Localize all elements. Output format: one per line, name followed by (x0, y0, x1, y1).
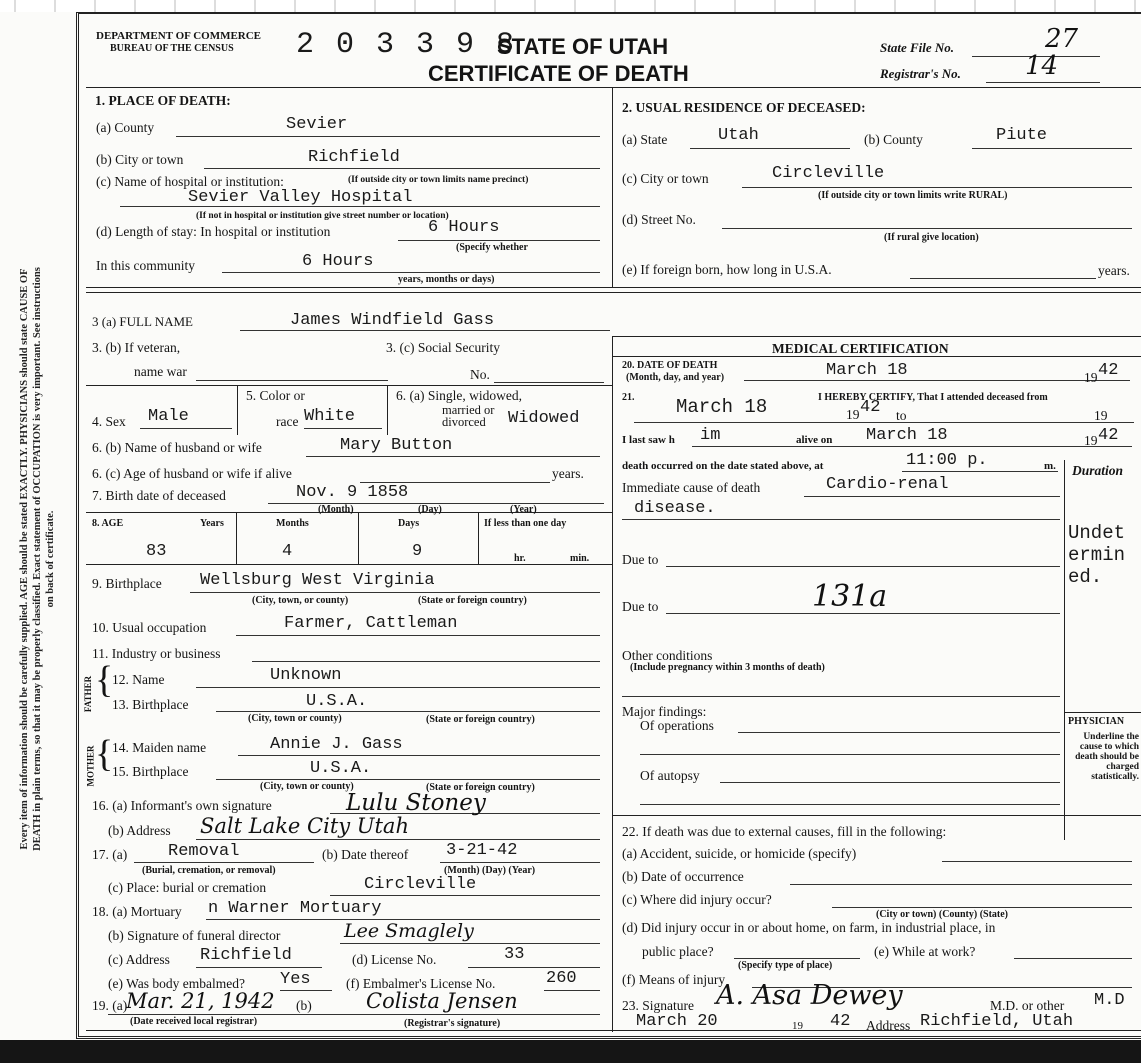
autopsy-line (720, 782, 1060, 783)
rule-header (86, 87, 1141, 88)
dod-label-1: 20. DATE OF DEATH (622, 360, 718, 371)
mother-bp-line (216, 779, 600, 780)
occurred-label: death occurred on the date stated above, at (622, 460, 824, 472)
father-bp-line (216, 711, 600, 712)
alive-on-label: alive on (796, 434, 833, 446)
res-county-label: (b) County (864, 132, 923, 147)
autopsy-line-2 (640, 804, 1060, 805)
race-line (304, 428, 382, 429)
dept-line-2: BUREAU OF THE CENSUS (110, 43, 234, 54)
external-c-line (832, 907, 1132, 908)
last-saw-label: I last saw h (622, 434, 675, 446)
hospital-name: Sevier Valley Hospital (188, 188, 413, 207)
burial-place: Circleville (364, 875, 477, 894)
embalmed-line (280, 990, 332, 991)
cert-21-label: 21. (622, 392, 635, 403)
age-months: 4 (282, 542, 293, 561)
age-months-col: Months (276, 518, 309, 529)
rule-race-marital (387, 385, 388, 435)
informant-signature: Lulu Stoney (346, 790, 486, 816)
other-label: Other conditions (622, 648, 713, 663)
residence-heading: 2. USUAL RESIDENCE OF DECEASED: (622, 100, 866, 115)
specify-whether: (Specify whether (456, 242, 528, 253)
mother-bp-label: 15. Birthplace (112, 764, 189, 779)
race-label: race (276, 414, 299, 429)
war-label: name war (134, 364, 187, 379)
rule-medical-heading (612, 356, 1141, 357)
rule-duration (1064, 460, 1065, 840)
external-a-line (942, 861, 1132, 862)
alive-on-date: March 18 (866, 426, 948, 445)
physician-signature: A. Asa Dewey (716, 980, 903, 1011)
death-city-line (204, 168, 600, 169)
res-city: Circleville (772, 164, 885, 183)
occupation: Farmer, Cattleman (284, 614, 458, 633)
mortuary-label: 18. (a) Mortuary (92, 904, 182, 919)
license-label: (d) License No. (352, 952, 437, 967)
spouse-age-label: 6. (c) Age of husband or wife if alive (92, 466, 292, 481)
hospital-line (120, 206, 600, 207)
dod-year-prefix: 19 (1084, 370, 1098, 385)
external-a-label: (a) Accident, suicide, or homicide (specify) (622, 846, 857, 861)
age-years: 83 (146, 542, 167, 561)
burial-method: Removal (168, 842, 240, 861)
external-b-line (790, 884, 1132, 885)
marital-label-2: married or (442, 403, 495, 417)
marital-label-1: 6. (a) Single, widowed, (396, 388, 522, 403)
mother-maiden-name: Annie J. Gass (270, 735, 403, 754)
race: White (304, 407, 356, 426)
full-name: James Windfield Gass (290, 311, 495, 330)
dod-label-2: (Month, day, and year) (626, 372, 725, 383)
burial-place-line (330, 895, 600, 896)
at-work-line (1014, 958, 1132, 959)
cause-code: 131a (812, 579, 888, 614)
age-label: 8. AGE (92, 518, 124, 529)
attended-line (634, 422, 1134, 423)
res-state-line (690, 148, 850, 149)
rule-section-1b (86, 292, 1141, 293)
father-bp-label: 13. Birthplace (112, 697, 189, 712)
physician-note: Underline the cause to which death should be charged statistically. (1075, 732, 1139, 782)
top-edge (0, 0, 1141, 12)
foreign-years: years. (1098, 263, 1130, 278)
mother-tag: MOTHER (85, 745, 96, 787)
due-to-line-1 (666, 566, 1060, 567)
attended-year-prefix: 19 (846, 407, 860, 422)
director-line (340, 943, 600, 944)
embalmer-license: 260 (546, 969, 577, 988)
certify-text: I HEREBY CERTIFY, That I attended deceased from (818, 392, 1048, 403)
alive-year: 42 (1098, 426, 1119, 445)
registrar-line (986, 82, 1100, 83)
birth-day-label: (Day) (418, 504, 442, 515)
community-label: In this community (96, 258, 195, 273)
birth-year-label: (Year) (510, 504, 537, 515)
embalmer-license-label: (f) Embalmer's License No. (346, 976, 496, 991)
license-line (468, 967, 600, 968)
rule-medical-top (612, 336, 1141, 337)
color-label: 5. Color or (246, 388, 305, 403)
embalmed: Yes (280, 970, 311, 989)
cause-line-2: disease. (634, 499, 716, 518)
res-state-label: (a) State (622, 132, 668, 147)
signature-address: Richfield, Utah (920, 1012, 1074, 1031)
ss-line (494, 382, 604, 383)
death-city: Richfield (308, 148, 400, 167)
rule-external-top (612, 815, 1141, 816)
mortuary-addr-line (196, 967, 322, 968)
ss-label: 3. (c) Social Security (386, 340, 500, 355)
rule-medical-divider (612, 336, 613, 1032)
res-street-label: (d) Street No. (622, 212, 696, 227)
other-sub: (Include pregnancy within 3 months of death) (630, 662, 825, 673)
public-place-label: public place? (642, 944, 714, 959)
father-brace: { (95, 659, 114, 701)
burial-sub: (Burial, cremation, or removal) (142, 865, 276, 876)
duration-3: ed. (1068, 566, 1103, 588)
cause-line-2-rule (622, 519, 1060, 520)
rule-section-1 (86, 287, 1141, 288)
rule-sex-race (237, 385, 238, 435)
signature-year: 42 (830, 1012, 851, 1031)
cause-line-1: Cardio-renal (826, 475, 949, 494)
dod-line (744, 380, 1130, 381)
attended-from: March 18 (676, 396, 768, 418)
father-birthplace: U.S.A. (306, 692, 368, 711)
birth-date-label: 7. Birth date of deceased (92, 488, 226, 503)
age-hr: hr. (514, 553, 526, 564)
director-signature: Lee Smaglely (344, 920, 474, 942)
age-days: 9 (412, 542, 423, 561)
spouse-name: Mary Button (340, 436, 453, 455)
received-line (108, 1014, 600, 1015)
cert-number: 2 0 3 3 9 8 (296, 28, 517, 62)
public-place-line (734, 958, 860, 959)
medical-heading: MEDICAL CERTIFICATION (772, 341, 949, 356)
rule-age-2 (358, 512, 359, 564)
md-value: M.D (1094, 991, 1125, 1010)
external-heading: 22. If death was due to external causes, fill in the following: (622, 824, 947, 839)
at-work-label: (e) While at work? (874, 944, 976, 959)
to-label: to (896, 408, 907, 423)
to-year: 19 (1094, 408, 1108, 423)
informant-addr-line (196, 839, 600, 840)
burial-line (134, 862, 314, 863)
rule-top-divider (612, 87, 613, 287)
license-number: 33 (504, 945, 525, 964)
last-saw-him: im (700, 426, 721, 445)
external-c-sub: (City or town) (County) (State) (876, 909, 1009, 920)
birthplace-sub-1: (City, town, or county) (252, 595, 349, 606)
physician-heading: PHYSICIAN (1068, 716, 1125, 727)
mortuary: n Warner Mortuary (208, 899, 382, 918)
signature-address-label: Address (866, 1018, 911, 1033)
ss-no-label: No. (470, 367, 490, 382)
burial-date: 3-21-42 (446, 841, 518, 860)
sex-label: 4. Sex (92, 414, 126, 429)
state-file-label: State File No. (880, 40, 955, 55)
rule-age-bottom (86, 564, 612, 565)
mother-bp-sub-1: (City, town or county) (260, 781, 354, 792)
death-city-label: (b) City or town (96, 152, 184, 167)
side-line-3: on back of certificate. (45, 510, 56, 608)
informant-label: 16. (a) Informant's own signature (92, 798, 272, 813)
age-days-col: Days (398, 518, 420, 529)
mother-bp-sub-2: (State or foreign country) (426, 782, 535, 793)
due-to-label-2: Due to (622, 599, 659, 614)
registrar-signature: Colista Jensen (366, 989, 518, 1013)
industry-label: 11. Industry or business (92, 646, 221, 661)
state-title: STATE OF UTAH (497, 34, 669, 59)
war-line (196, 380, 388, 381)
birthplace-label: 9. Birthplace (92, 576, 162, 591)
spouse-age-unit: years. (552, 466, 584, 481)
rule-age-1 (236, 512, 237, 564)
birthplace-sub-2: (State or foreign country) (418, 595, 527, 606)
sex-line (140, 428, 232, 429)
received-label: 19. (a) (92, 998, 128, 1013)
md-label: M.D. or other (990, 998, 1065, 1013)
birthplace-line (190, 592, 600, 593)
signature-year-prefix: 19 (792, 1020, 803, 1032)
age-years-col: Years (200, 518, 224, 529)
mother-name-line (238, 755, 600, 756)
bottom-edge (0, 1040, 1141, 1063)
dept-line-1: DEPARTMENT OF COMMERCE (96, 30, 262, 42)
father-bp-sub-1: (City, town or county) (248, 713, 342, 724)
father-name: Unknown (270, 666, 342, 685)
occupation-line (236, 635, 600, 636)
burial-date-line (440, 862, 600, 863)
operations-line-2 (640, 754, 1060, 755)
death-county-line (176, 136, 600, 137)
birthplace: Wellsburg West Virginia (200, 571, 435, 590)
sex: Male (148, 407, 189, 426)
informant-address: Salt Lake City Utah (200, 814, 409, 838)
side-line-1: Every item of information should be carefully supplied. AGE should be stated EXACTLY. PHYSICIANS should state CAUSE OF (19, 268, 30, 850)
veteran-label: 3. (b) If veteran, (92, 340, 181, 355)
rule-veteran (86, 385, 612, 386)
autopsy-label: Of autopsy (640, 768, 700, 783)
dod-year: 42 (1098, 361, 1119, 380)
alive-year-prefix: 19 (1084, 433, 1098, 448)
director-label: (b) Signature of funeral director (108, 928, 281, 943)
stay-units: years, months or days) (398, 274, 495, 285)
signature-label: 23. Signature (622, 998, 694, 1013)
operations-label: Of operations (640, 718, 714, 733)
mother-birthplace: U.S.A. (310, 759, 372, 778)
hospital-note: (If outside city or town limits name precinct) (348, 175, 529, 185)
time-line (902, 471, 1058, 472)
informant-addr-label: (b) Address (108, 823, 171, 838)
embalmed-label: (e) Was body embalmed? (108, 976, 245, 991)
duration-2: ermin (1068, 544, 1126, 566)
death-time-m: m. (1044, 460, 1056, 472)
occupation-label: 10. Usual occupation (92, 620, 207, 635)
foreign-label: (e) If foreign born, how long in U.S.A. (622, 262, 832, 277)
registrar-label: Registrar's No. (880, 66, 961, 81)
res-county: Piute (996, 126, 1048, 145)
death-time: 11:00 p. (906, 451, 988, 470)
father-name-line (196, 687, 600, 688)
full-name-line (240, 330, 610, 331)
embalmer-license-line (544, 990, 600, 991)
signature-date: March 20 (636, 1012, 718, 1031)
age-less-col: If less than one day (484, 518, 567, 529)
spouse-line (306, 456, 600, 457)
spouse-label: 6. (b) Name of husband or wife (92, 440, 262, 455)
burial-label: 17. (a) (92, 847, 128, 862)
stay-hospital-line (398, 240, 600, 241)
external-c-label: (c) Where did injury occur? (622, 892, 772, 907)
means-label: (f) Means of injury (622, 972, 726, 987)
operations-line (738, 732, 1060, 733)
birth-month-label: (Month) (318, 504, 354, 515)
stay-label: (d) Length of stay: In hospital or institution (96, 224, 331, 239)
res-county-line (972, 148, 1132, 149)
res-city-line (742, 187, 1132, 188)
external-b-label: (b) Date of occurrence (622, 869, 744, 884)
registrar-sub: (Registrar's signature) (404, 1018, 501, 1029)
findings-label: Major findings: (622, 704, 707, 719)
rule-age-3 (478, 512, 479, 564)
father-tag: FATHER (83, 675, 94, 713)
birth-date: Nov. 9 1858 (296, 483, 409, 502)
burial-place-label: (c) Place: burial or cremation (108, 880, 267, 895)
due-to-label-1: Due to (622, 552, 659, 567)
external-d-label: (d) Did injury occur in or about home, on farm, in industrial place, in (622, 920, 996, 935)
duration-1: Undet (1068, 522, 1126, 544)
age-min: min. (570, 553, 590, 564)
res-street-note: (If rural give location) (884, 232, 979, 243)
certificate-title: CERTIFICATE OF DEATH (428, 61, 689, 86)
industry-line (252, 661, 600, 662)
rule-physician (1064, 712, 1141, 713)
death-county-label: (a) County (96, 120, 155, 135)
res-street-line (722, 228, 1132, 229)
cause-line-1-rule (804, 496, 1060, 497)
place-of-death-heading: 1. PLACE OF DEATH: (95, 93, 231, 108)
mortuary-address: Richfield (200, 946, 292, 965)
stay-community: 6 Hours (302, 252, 374, 271)
burial-date-label: (b) Date thereof (322, 847, 409, 862)
full-name-label: 3 (a) FULL NAME (92, 314, 193, 329)
registrar-number: 14 (1025, 51, 1059, 81)
other-line (622, 696, 1060, 697)
community-line (222, 272, 600, 273)
res-city-label: (c) City or town (622, 171, 709, 186)
duration-heading: Duration (1072, 463, 1124, 478)
death-county: Sevier (286, 115, 348, 134)
mortuary-addr-label: (c) Address (108, 952, 170, 967)
attended-year: 42 (860, 398, 881, 417)
res-state: Utah (718, 126, 759, 145)
alive-line (692, 446, 1132, 447)
marital-status: Widowed (508, 409, 580, 428)
mother-name-label: 14. Maiden name (112, 740, 207, 755)
foreign-line (910, 278, 1096, 279)
public-place-sub: (Specify type of place) (738, 960, 833, 971)
cause-label: Immediate cause of death (622, 480, 761, 495)
hospital-label: (c) Name of hospital or institution: (96, 174, 284, 189)
father-bp-sub-2: (State or foreign country) (426, 714, 535, 725)
side-instructions (18, 249, 56, 869)
state-file-number: 27 (1045, 24, 1079, 54)
res-city-note: (If outside city or town limits write RURAL) (818, 190, 1008, 201)
marital-label-3: divorced (442, 415, 486, 429)
father-name-label: 12. Name (112, 672, 165, 687)
mother-brace: { (95, 733, 114, 775)
hospital-sub: (If not in hospital or institution give street number or location) (196, 211, 449, 221)
date-of-death: March 18 (826, 361, 908, 380)
side-line-2: DEATH in plain terms, so that it may be properly classified. Exact statement of OCCUPATION is very important. See instructions (32, 267, 43, 851)
received-b: (b) (296, 998, 312, 1013)
burial-date-sub: (Month) (Day) (Year) (444, 865, 536, 876)
received-date: Mar. 21, 1942 (126, 989, 275, 1013)
stay-hospital: 6 Hours (428, 218, 500, 237)
received-sub: (Date received local registrar) (130, 1016, 258, 1027)
